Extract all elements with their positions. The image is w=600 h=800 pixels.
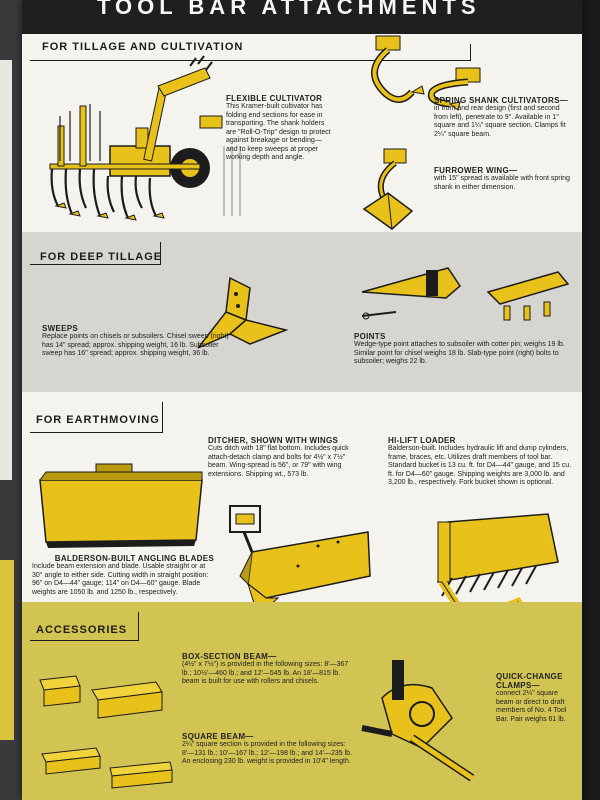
square-beam-title: SQUARE BEAM— <box>182 732 254 741</box>
ditcher-title: DITCHER, SHOWN WITH WINGS <box>208 436 339 445</box>
section-accessories <box>22 602 582 800</box>
sweeps-text <box>42 324 232 359</box>
spring-shank-title: SPRING SHANK CULTIVATORS— <box>434 96 569 105</box>
blades-text <box>32 554 214 597</box>
section-label-accessories: ACCESSORIES <box>36 624 128 636</box>
furrower-wing-text <box>434 166 574 192</box>
brochure-page <box>22 0 582 800</box>
title-band <box>22 0 582 34</box>
square-beam-illustration <box>36 740 176 800</box>
flexible-cultivator-text <box>226 94 332 163</box>
adjacent-sheet-yellow <box>0 560 14 740</box>
flexible-cultivator-title: FLEXIBLE CULTIVATOR <box>226 94 323 103</box>
points-slab-illustration <box>484 262 574 322</box>
section-tillage <box>22 34 582 232</box>
blades-title: BALDERSON-BUILT ANGLING BLADES <box>54 554 214 563</box>
quick-change-clamps-body: connect 2¼" square beam or direct to draft members of No. 4 Tool Bar. Pair weighs 61 lb. <box>496 690 567 723</box>
box-beam-text <box>182 652 352 687</box>
box-beam-body: (4½" x 7½") is provided in the following sizes: 8'—367 lb.; 10½'—460 lb.; and 12'—545 lb. An 18'—815 lb. beam is built for use with rollers and chisels. <box>182 661 349 685</box>
flexible-cultivator-body: This Kramer-built cultivator has folding end sections for ease in transporting. The shank holders are "Roll-O-Trip" design to protect against breakage or bending—and to keep sweeps at proper working depth and angle. <box>226 103 331 161</box>
ditcher-text <box>208 436 354 479</box>
section-label-deep: FOR DEEP TILLAGE <box>40 251 163 263</box>
furrower-wing-body: with 15" spread is available with front spring shank in either dimension. <box>434 175 570 191</box>
square-beam-body: 2¼" square section is provided in the following sizes: 8'—131 lb.; 10'—167 lb.; 12'—198 lb.; and 14'—235 lb. An enclosing 230 lb. weight is provided in 10'4" length. <box>182 741 352 765</box>
furrower-wing-illustration <box>354 149 444 239</box>
ditcher-body: Cuts ditch with 18" flat bottom. Includes quick attach-detach clamp and bolts for 4½" x 7½" beam. Wing-spread is 56", or 79" with wing extensions. Shipping wt., 573 lb. <box>208 445 349 478</box>
right-page-edge <box>582 0 600 800</box>
quick-change-clamps-text <box>496 672 576 724</box>
spring-shank-body: in front and rear design (first and second from left), penetrate to 9". Available in 1" square and 1¼" square section. Clamps fit 2¼" square beam. <box>434 105 566 138</box>
section-label-earthmoving: FOR EARTHMOVING <box>36 414 160 426</box>
sweeps-body: Replace points on chisels or subsoilers. Chisel sweep (right) has 14" spread; approx. shipping weight, 16 lb. Subsoiler sweep has 16" spread; approx. shipping weight, 36 lb. <box>42 333 229 357</box>
loader-text <box>388 436 574 488</box>
quick-change-clamps-title: QUICK-CHANGE CLAMPS— <box>496 672 563 690</box>
points-wedge-illustration <box>356 262 466 322</box>
adjacent-sheet <box>0 60 12 480</box>
blades-body: Include beam extension and blade. Usable straight or at 30° angle to either side. Cutting width in straight position: 96" on D4—44" gauge; 114" on D4—60" gauge. Blade weights are 1050 lb. and 1250 lb., respectively. <box>32 563 209 596</box>
section-deep-tillage <box>22 232 582 392</box>
sweeps-title: SWEEPS <box>42 324 79 333</box>
flexible-cultivator-illustration <box>40 56 240 226</box>
box-beam-title: BOX-SECTION BEAM— <box>182 652 277 661</box>
points-text <box>354 332 576 367</box>
angling-blade-illustration <box>36 460 206 550</box>
furrower-wing-title: FURROWER WING— <box>434 166 518 175</box>
section-earthmoving <box>22 392 582 602</box>
loader-body: Balderson-built. Includes hydraulic lift and dump cylinders, frame, braces, etc. Utilizes draft members of tool bar. Standard bucket is 13 cu. ft. for D4—44" gauge, and 15 cu. ft. for D4—60" gauge. Shipping weights are 3,000 lb. and 3,200 lb., respectively. Fork bucket shown is optional. <box>388 445 572 486</box>
quick-change-clamps-illustration <box>352 638 492 788</box>
points-title: POINTS <box>354 332 386 341</box>
spring-shank-text <box>434 96 574 139</box>
square-beam-text <box>182 732 352 767</box>
page-title: TOOL BAR ATTACHMENTS <box>97 0 481 19</box>
points-body: Wedge-type point attaches to subsoiler with cotter pin; weighs 19 lb. Similar point for chisel weighs 18 lb. Slab-type point (right) bolts to subsoiler; weighs 22 lb. <box>354 341 565 365</box>
left-page-edge <box>0 0 22 800</box>
box-section-beam-illustration <box>36 672 176 742</box>
loader-title: HI-LIFT LOADER <box>388 436 456 445</box>
section-label-tillage: FOR TILLAGE AND CULTIVATION <box>42 41 244 53</box>
